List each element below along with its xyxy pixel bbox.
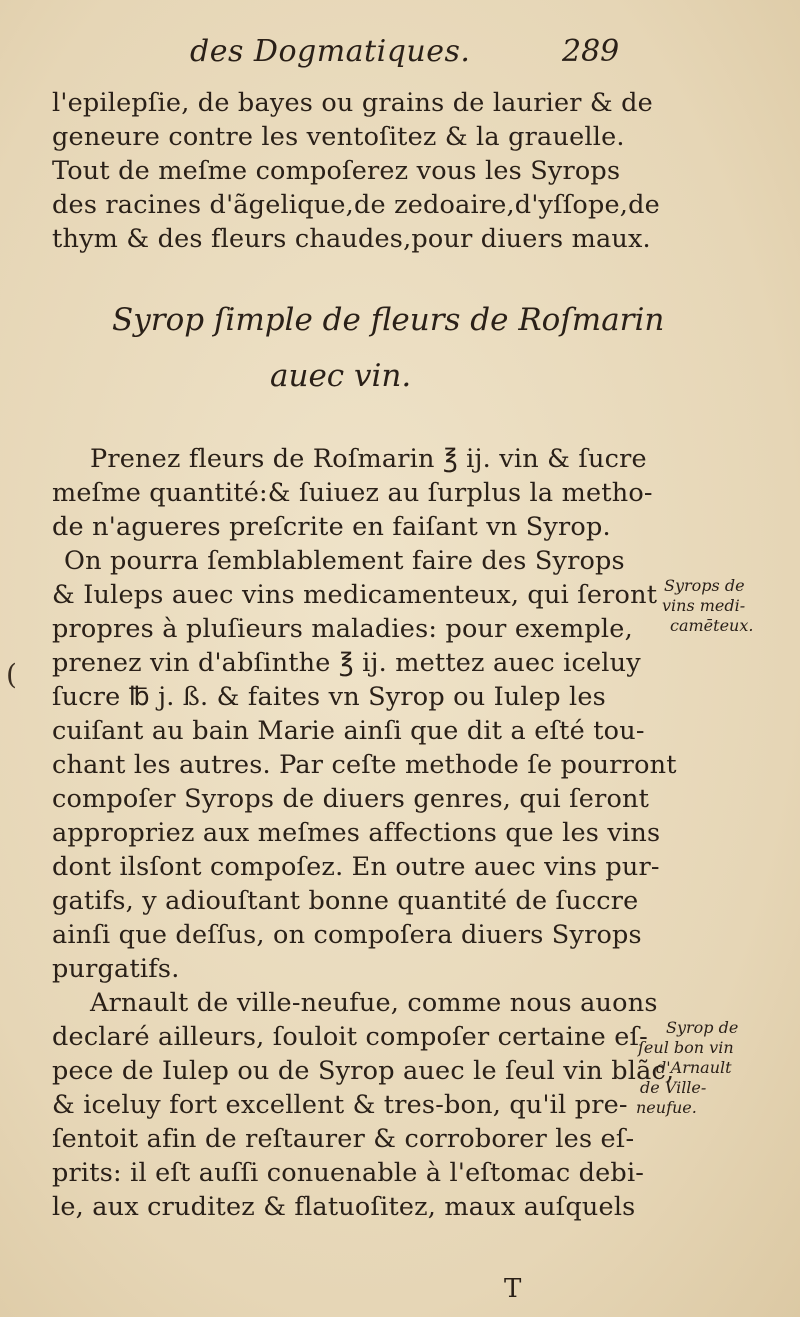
text-line: declaré ailleurs, ſouloit compoſer certaine eſ- xyxy=(52,1022,648,1052)
text-line: pece de Iulep ou de Syrop auec le ſeul vin blãc, xyxy=(52,1056,675,1086)
margin-note-line: Syrops de xyxy=(664,576,745,595)
margin-note-line: vins medi- xyxy=(662,596,746,615)
margin-note-line: Syrop de xyxy=(666,1018,739,1037)
margin-note-line: de Ville- xyxy=(640,1078,707,1097)
text-line: chant les autres. Par ceſte methode ſe pourront xyxy=(52,750,677,780)
text-line: Arnault de ville-neufue, comme nous auons xyxy=(90,988,658,1018)
page-number: 289 xyxy=(562,34,620,69)
text-line: compoſer Syrops de diuers genres, qui ſeront xyxy=(52,784,650,814)
text-line: de n'agueres preſcrite en faiſant vn Syrop. xyxy=(52,512,611,542)
text-line: ſentoit afin de reſtaurer & corroborer les eſ- xyxy=(52,1124,635,1154)
signature-mark: T xyxy=(504,1274,522,1304)
text-line: dont ilsſont compoſez. En outre auec vins pur- xyxy=(52,852,660,882)
text-line: appropriez aux meſmes affections que les vins xyxy=(52,818,661,848)
text-line: prits: il eſt auſſi conuenable à l'eſtomac debi- xyxy=(52,1158,645,1188)
text-line: thym & des fleurs chaudes,pour diuers maux. xyxy=(52,224,651,254)
margin-bracket-mark: ( xyxy=(6,658,17,691)
margin-note-line: camēteux. xyxy=(670,616,754,635)
running-title: des Dogmatiques. xyxy=(190,34,471,69)
section-heading-continued: auec vin. xyxy=(270,358,412,394)
text-line: Tout de meſme compoſerez vous les Syrops xyxy=(52,156,621,186)
text-line: cuiſant au bain Marie ainſi que dit a eſté tou- xyxy=(52,716,645,746)
text-line: On pourra ſemblablement faire des Syrops xyxy=(64,546,625,576)
margin-note-line: ſeul bon vin xyxy=(638,1038,734,1057)
text-line: ſucre ℔ j. ß. & faites vn Syrop ou Iulep les xyxy=(52,682,606,712)
recipe-body xyxy=(52,442,677,1224)
margin-note-line: neufue. xyxy=(636,1098,697,1117)
margin-note-syrop-arnault xyxy=(636,1018,766,1118)
text-line: propres à pluſieurs maladies: pour exemple, xyxy=(52,614,633,644)
text-line: purgatifs. xyxy=(52,954,180,984)
margin-note-line: d'Arnault xyxy=(656,1058,732,1077)
section-heading: Syrop ſimple de fleurs de Roſmarin xyxy=(112,302,665,338)
page-header xyxy=(0,34,800,74)
text-line: meſme quantité:& ſuiuez au ſurplus la metho- xyxy=(52,478,653,508)
text-line: le, aux cruditez & flatuoſitez, maux auſquels xyxy=(52,1192,636,1222)
text-line: geneure contre les ventoſitez & la grauelle. xyxy=(52,122,625,152)
text-line: & iceluy fort excellent & tres-bon, qu'il pre- xyxy=(52,1090,628,1120)
text-line: prenez vin d'abſinthe ℥ ij. mettez auec iceluy xyxy=(52,648,641,678)
text-line: gatifs, y adiouſtant bonne quantité de ſuccre xyxy=(52,886,639,916)
text-line: des racines d'ãgelique,de zedoaire,d'yſſope,de xyxy=(52,190,660,220)
text-line: ainſi que deſſus, on compoſera diuers Syrops xyxy=(52,920,642,950)
text-line: l'epilepſie, de bayes ou grains de laurier & de xyxy=(52,88,653,118)
paragraph-continued xyxy=(52,86,660,256)
margin-note-syrops-de-vins xyxy=(636,576,766,636)
text-line: Prenez fleurs de Roſmarin ℥ ij. vin & ſucre xyxy=(90,444,647,474)
text-line: & Iuleps auec vins medicamenteux, qui ſeront xyxy=(52,580,658,610)
